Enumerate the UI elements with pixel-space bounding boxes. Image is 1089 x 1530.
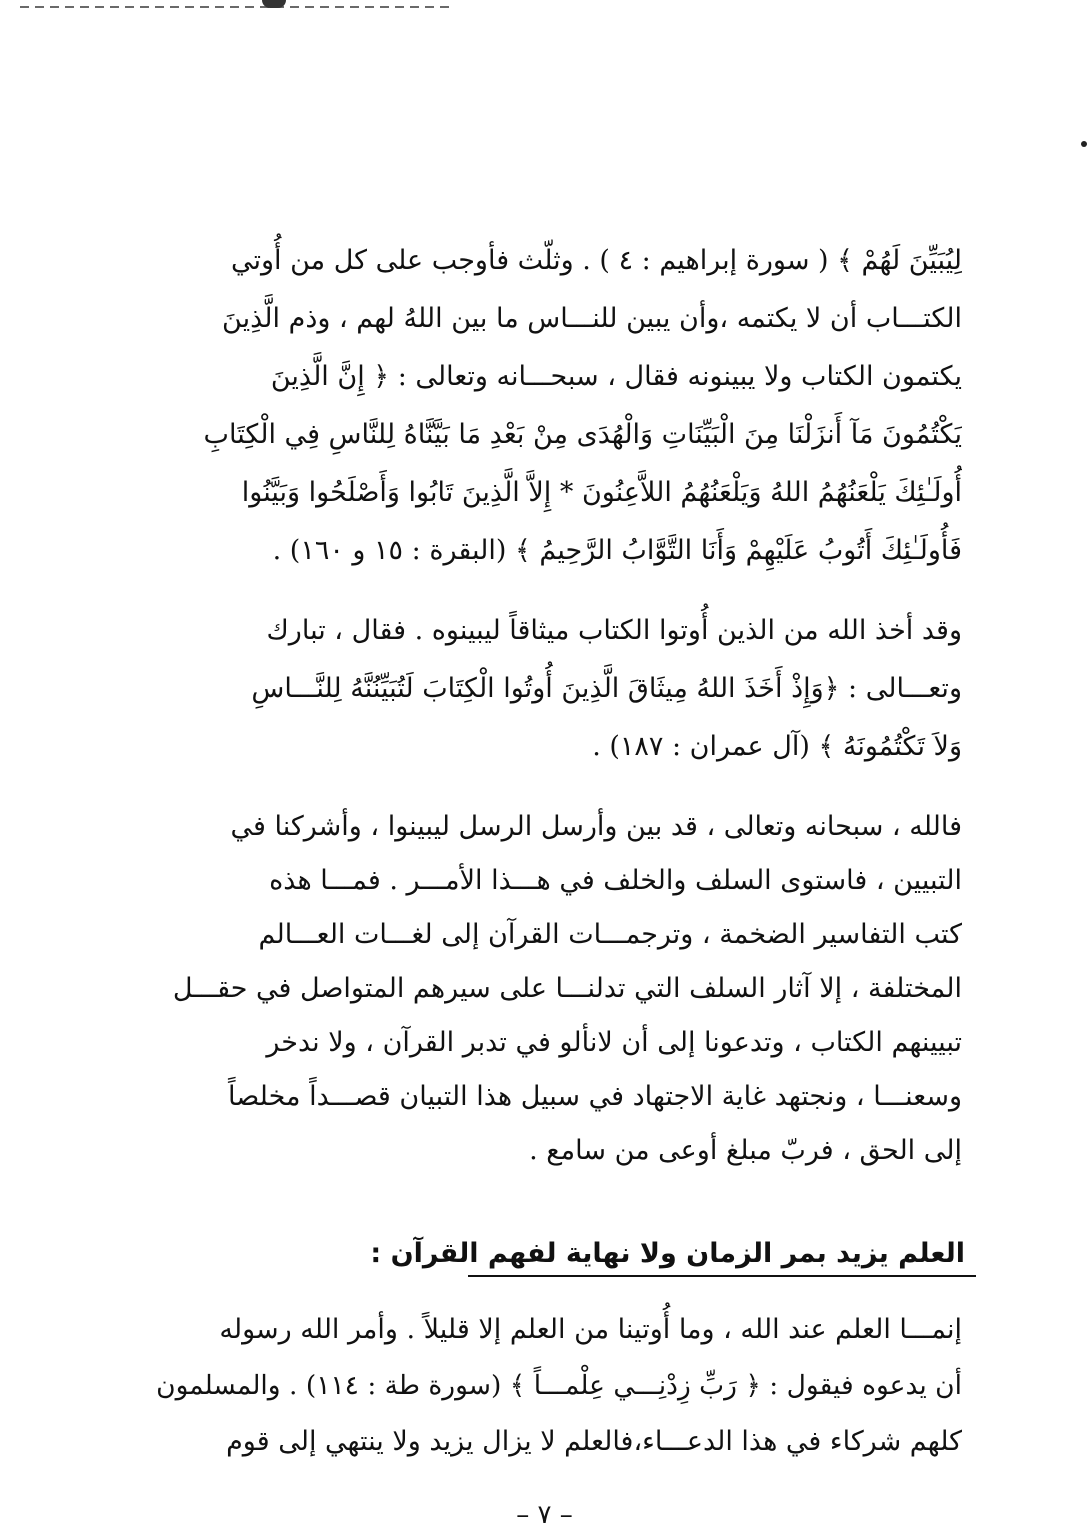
text-line: كلهم شركاء في هذا الدعـــاء،فالعلم لا يزال يزيد ولا ينتهي إلى قوم	[226, 1426, 962, 1457]
text-line: التبيين ، فاستوى السلف والخلف في هـــذا الأمـــر . فمـــا هذه	[269, 865, 962, 896]
text-line: تبيينهم الكتاب ، وتدعونا إلى أن لانألو في تدبر القرآن ، ولا ندخر	[266, 1027, 962, 1058]
paragraph-1	[150, 232, 962, 580]
text-line: فَأُولَـٰئِكَ أَتُوبُ عَلَيْهِمْ وَأَنَا التَّوَّابُ الرَّحِيمُ ﴾ (البقرة : ١٥ و ١٦٠) .	[272, 535, 962, 566]
scan-artifact-dot	[1081, 141, 1087, 147]
text-line: لِيُبَيِّنَ لَهُمْ ﴾ ( سورة إبراهيم : ٤ ) . وثلّث فأوجب على كل من أُوتي	[230, 245, 962, 276]
text-line: المختلفة ، إلا آثار السلف التي تدلنـــا على سيرهم المتواصل في حقـــل	[172, 973, 962, 1004]
heading-underline	[468, 1275, 976, 1277]
scan-artifact-top-line	[20, 6, 450, 8]
paragraph-3	[150, 800, 962, 1178]
text-line: وتعـــالى : ﴿وَإِذْ أَخَذَ اللهُ مِيثَاقَ الَّذِينَ أُوتُوا الْكِتَابَ لَتُبَيِّنُنَّهُ لِلنَّـــاسِ	[251, 673, 962, 704]
text-line: أُولَـٰئِكَ يَلْعَنُهُمُ اللهُ وَيَلْعَنُهُمُ اللاَّعِنُونَ * إِلاَّ الَّذِينَ تَابُوا وَأَصْلَحُوا وَبَيَّنُوا	[241, 477, 962, 508]
text-line: فالله ، سبحانه وتعالى ، قد بين وأرسل الرسل ليبينوا ، وأشركنا في	[230, 811, 962, 842]
text-line: إلى الحق ، فربّ مبلغ أوعى من سامع .	[529, 1135, 962, 1166]
paragraph-4	[150, 1302, 962, 1470]
text-line: الكتـــاب أن لا يكتمه ،وأن يبين للنـــاس ما بين اللهُ لهم ، وذم الَّذِينَ	[222, 303, 962, 334]
paragraph-2	[150, 602, 962, 776]
text-line: أن يدعوه فيقول : ﴿ رَبِّ زِدْنِـــي عِلْمـــاً ﴾ (سورة طة : ١١٤) . والمسلمون	[156, 1370, 962, 1401]
section-heading: العلم يزيد بمر الزمان ولا نهاية لفهم القرآن :	[370, 1238, 965, 1269]
text-line: يَكْتُمُونَ مَآ أَنزَلْنَا مِنَ الْبَيِّنَاتِ وَالْهُدَى مِنْ بَعْدِ مَا بَيَّنَّاهُ لِلنَّاسِ فِي الْكِتَابِ	[203, 419, 962, 450]
text-line: وَلاَ تَكْتُمُونَهُ ﴾ (آل عمران : ١٨٧) .	[592, 731, 962, 762]
text-line: وقد أخذ الله من الذين أُوتوا الكتاب ميثاقاً ليبينوه . فقال ، تبارك	[266, 615, 962, 646]
text-line: إنمـــا العلم عند الله ، وما أُوتينا من العلم إلا قليلاً . وأمر الله رسوله	[219, 1314, 962, 1345]
text-line: يكتمون الكتاب ولا يبينونه فقال ، سبحـــانه وتعالى : ﴿ إِنَّ الَّذِينَ	[270, 361, 962, 392]
page-number: – ٧ –	[516, 1500, 573, 1530]
text-line: وسعنـــا ، ونجتهد غاية الاجتهاد في سبيل هذا التبيان قصـــداً مخلصاً	[228, 1081, 962, 1112]
text-line: كتب التفاسير الضخمة ، وترجمـــات القرآن إلى لغـــات العـــالم	[258, 919, 962, 950]
